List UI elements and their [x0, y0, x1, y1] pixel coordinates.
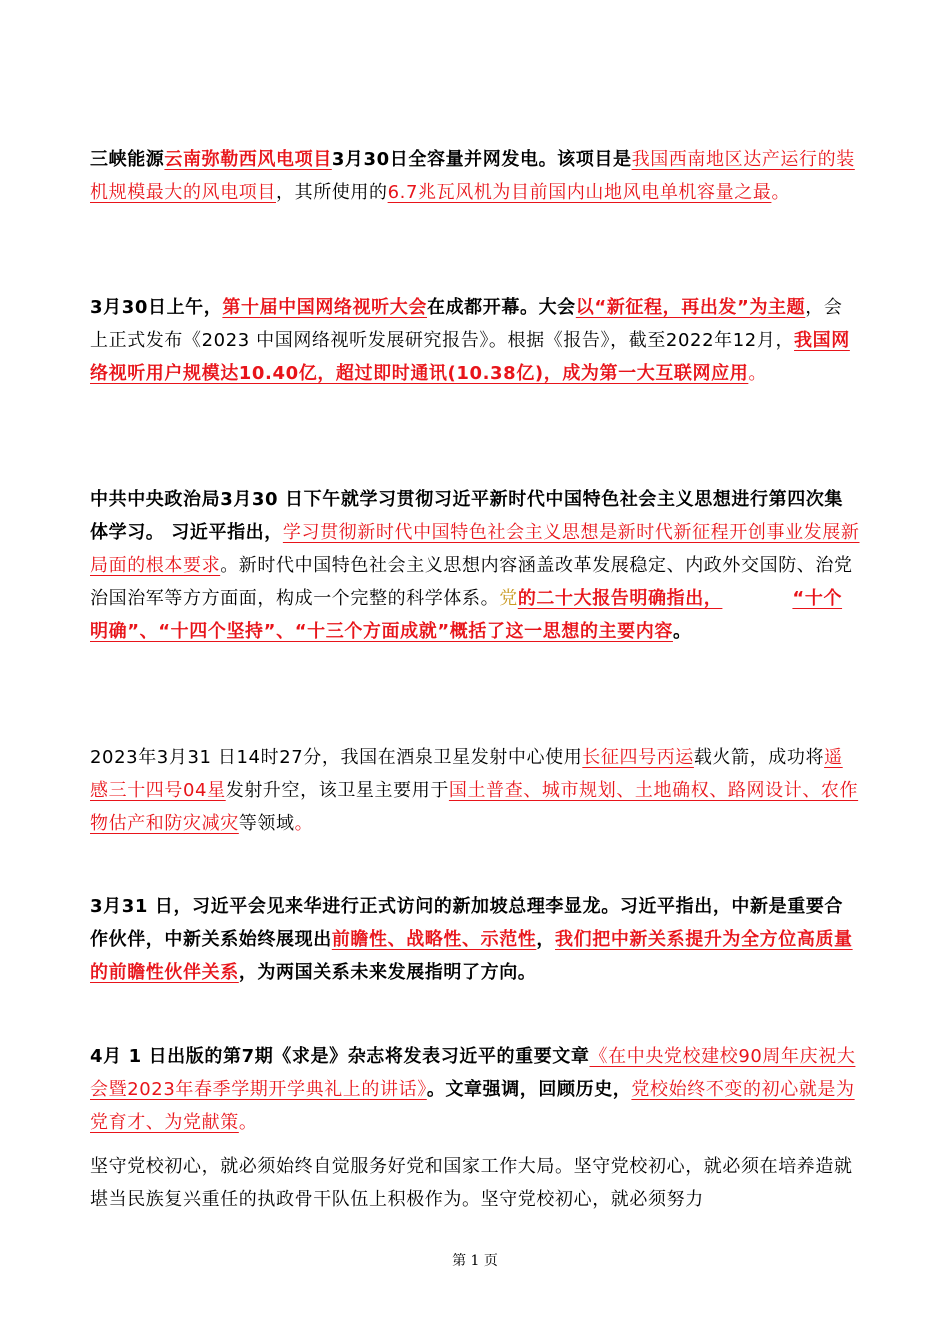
highlight-satellite-name: 遥感三十四号04星: [90, 747, 843, 801]
highlight-fundamental-requirement: 学习贯彻新时代中国特色社会主义思想是新时代新征程开创事业发展新局面的根本要求: [90, 522, 860, 576]
text-run: 4月 1 日出版的第7期《求是》杂志将发表习近平的重要文章: [90, 1046, 590, 1067]
news-paragraph-singapore-meeting: [90, 890, 860, 989]
text-run: 。新时代中国特色社会主义思想内容涵盖改革发展稳定、内政外交国防、治党治国治军等方方面面，构成一个完整的科学体系。: [90, 555, 853, 609]
text-run: ，其所使用的: [276, 182, 388, 203]
text-run: 。: [771, 182, 791, 203]
text-run: 。: [672, 621, 692, 642]
news-paragraph-qiushi-article: [90, 1040, 860, 1139]
text-run: 。: [238, 1112, 258, 1133]
text-run: 。: [294, 813, 314, 834]
news-paragraph-online-av-conference: [90, 291, 860, 390]
highlight-satellite-uses: 国土普查、城市规划、土地确权、路网设计、农作物估产和防灾减灾: [90, 780, 859, 834]
highlight-user-scale: 我国网络视听用户规模达10.40亿，超过即时通讯(10.38亿)，成为第一大互联网应用: [90, 330, 850, 384]
text-run: ，为两国关系未来发展指明了方向。: [238, 962, 537, 983]
highlight-turbine-capacity: 6.7兆瓦风机为目前国内山地风电单机容量之最: [387, 182, 772, 203]
highlight-partnership: 我们把中新关系提升为全方位高质量的前瞻性伙伴关系: [90, 929, 853, 983]
highlight-conference-name: 第十届中国网络视听大会: [222, 297, 427, 318]
text-run: 党: [499, 588, 518, 609]
highlight-article-title: 《在中央党校建校90周年庆祝大会暨2023年春季学期开学典礼上的讲话》: [90, 1046, 856, 1100]
text-run: 3月30日全容量并网发电。该项目是: [331, 149, 632, 170]
text-run: ，: [536, 929, 556, 950]
highlight-rocket-name: 长征四号丙运: [582, 747, 694, 768]
text-run: 载火箭，成功将: [693, 747, 825, 768]
highlight-project-name: 云南弥勒西风电项目: [164, 149, 332, 170]
text-run: 发射升空，该卫星主要用于: [225, 780, 449, 801]
highlight-party-school-mission: 党校始终不变的初心就是为党育才、为党献策: [90, 1079, 855, 1133]
text-run: 。文章强调，回顾历史，: [426, 1079, 632, 1100]
highlight-project-scale: 我国西南地区达产运行的装机规模最大的风电项目: [90, 149, 855, 203]
text-run: 3月30日上午，: [90, 297, 223, 318]
news-paragraph-party-school-continuation: [90, 1150, 860, 1216]
text-run: 2023年3月31 日14时27分，我国在酒泉卫星发射中心使用: [90, 747, 583, 768]
text-run: 在成都开幕。大会: [426, 297, 576, 318]
news-paragraph-politburo-study: [90, 483, 860, 648]
text-run: 三峡能源: [90, 149, 165, 170]
text-run: ，会上正式发布《2023 中国网络视听发展研究报告》。根据《报告》，截至2022年12月，: [90, 297, 843, 351]
text-run: 等领域: [238, 813, 295, 834]
highlight-core-content: “十个明确”、“十四个坚持”、“十三个方面成就”概括了这一思想的主要内容: [90, 588, 843, 642]
news-paragraph-wind-power: [90, 143, 860, 209]
text-run: 3月31 日，习近平会见来华进行正式访问的新加坡总理李显龙。习近平指出，中新是重要合作伙伴，中新关系始终展现出: [90, 896, 844, 950]
highlight-relation-features: 前瞻性、战略性、示范性: [331, 929, 537, 950]
highlight-report-statement: 的二十大报告明确指出，: [517, 588, 723, 609]
text-run: 。: [748, 363, 767, 384]
text-run: 坚守党校初心，就必须始终自觉服务好党和国家工作大局。坚守党校初心，就必须在培养造就堪当民族复兴重任的执政骨干队伍上积极作为。坚守党校初心，就必须努力: [90, 1156, 853, 1210]
page-number: 第 1 页: [452, 1253, 498, 1269]
news-paragraph-satellite-launch: [90, 741, 860, 840]
highlight-conference-theme: 以“新征程，再出发”为主题: [575, 297, 806, 318]
text-run: 中共中央政治局3月30 日下午就学习贯彻习近平新时代中国特色社会主义思想进行第四次集体学习。 习近平指出，: [90, 489, 844, 543]
